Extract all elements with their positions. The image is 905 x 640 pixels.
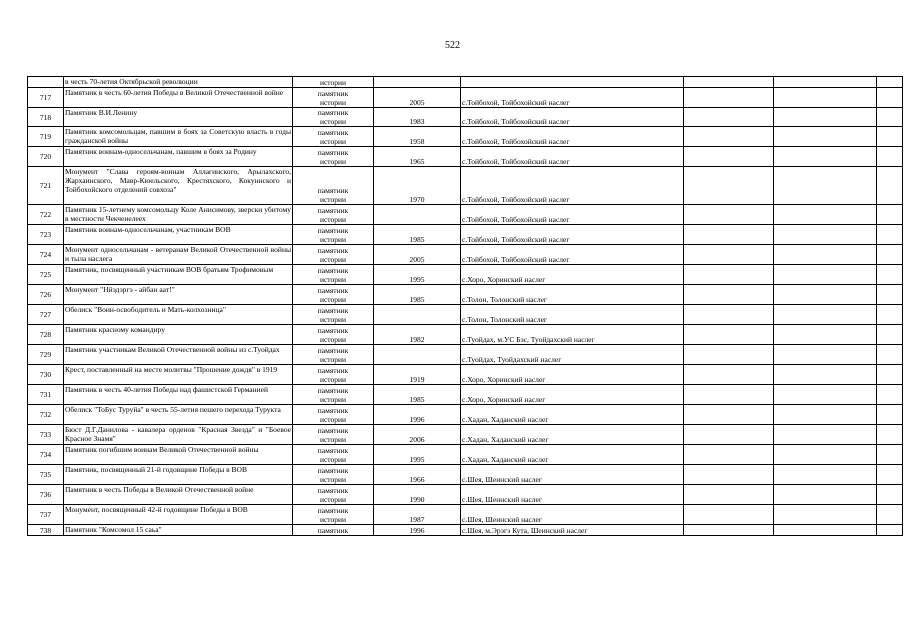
monument-type-line-1: памятник	[317, 406, 349, 415]
row-number: 738	[28, 525, 64, 536]
monument-type-line-1: памятник	[317, 366, 349, 375]
monument-type-line-1: памятник	[317, 426, 349, 435]
monument-type	[293, 465, 374, 485]
empty-cell	[774, 305, 877, 325]
empty-cell	[774, 108, 877, 127]
monument-location: с.Тойбохой, Тойбохойский наслег	[461, 147, 684, 167]
monument-type	[293, 445, 374, 465]
monument-type-line-1: памятник	[317, 306, 349, 315]
monument-location: с.Хадан, Хаданский наслег	[461, 445, 684, 465]
monument-type	[293, 265, 374, 285]
monument-name: Памятник "Комсомол 15 саьа"	[64, 525, 293, 536]
empty-cell	[774, 88, 877, 108]
monument-type-line-2: истории	[319, 255, 347, 264]
monument-type	[293, 167, 374, 205]
empty-cell	[774, 365, 877, 385]
monument-type	[293, 325, 374, 345]
monument-name: Памятник участникам Великой Отечественной войны из с.Туойдах	[64, 345, 293, 365]
empty-cell	[877, 285, 903, 305]
table-row	[28, 127, 903, 147]
empty-cell	[774, 385, 877, 405]
monument-type-line-2: истории	[319, 395, 347, 404]
table-row	[28, 445, 903, 465]
row-number: 734	[28, 445, 64, 465]
monument-type-line-1: памятник	[317, 266, 349, 275]
empty-cell	[877, 88, 903, 108]
monument-name: Памятник воинам-односельчанам, павшим в боях за Родину	[64, 147, 293, 167]
empty-cell	[774, 225, 877, 245]
empty-cell	[684, 127, 774, 147]
empty-cell	[684, 465, 774, 485]
monument-name: Памятник комсомольцам, павшим в боях за Советскую власть в годы гражданской войны	[65, 127, 291, 145]
monument-type-line-2: истории	[319, 275, 347, 284]
monument-location: с.Хоро, Хоринский наслег	[461, 265, 684, 285]
table-row	[28, 147, 903, 167]
monument-location: с.Шея, Шеинский наслег	[461, 485, 684, 505]
empty-cell	[684, 147, 774, 167]
monument-type	[293, 127, 374, 147]
monument-name: Памятник, посвященный участникам ВОВ братьям Трофимовым	[64, 265, 293, 285]
row-number: 730	[28, 365, 64, 385]
monument-name: Обелиск "ТоБус Туруйа" в честь 55-летия пешего перехода Турукта	[64, 405, 293, 425]
monument-location: с.Тойбохой, Тойбохойский наслег	[461, 88, 684, 108]
empty-cell	[774, 465, 877, 485]
monument-location: с.Хадан, Хаданский наслег	[461, 425, 684, 445]
monument-location: с.Шея, м.Эрэгэ Кута, Шеинский наслег	[461, 525, 684, 536]
empty-cell	[684, 385, 774, 405]
monument-year: 1985	[374, 285, 461, 305]
empty-cell	[684, 305, 774, 325]
monument-type	[293, 385, 374, 405]
empty-cell	[774, 525, 877, 536]
table-row	[28, 385, 903, 405]
monument-type-line-1: памятник	[317, 148, 349, 157]
empty-cell	[774, 77, 877, 88]
monument-type	[293, 147, 374, 167]
monument-year: 1919	[374, 365, 461, 385]
table-row	[28, 167, 903, 205]
row-number: 733	[28, 425, 64, 445]
monument-name: Монумент, посвященный 42-й годовщине Победы в ВОВ	[64, 505, 293, 525]
table-row	[28, 345, 903, 365]
monument-type-line-2: истории	[319, 475, 347, 484]
row-number: 729	[28, 345, 64, 365]
table-row	[28, 245, 903, 265]
monument-type-line-2: истории	[319, 415, 347, 424]
empty-cell	[684, 88, 774, 108]
empty-cell	[774, 345, 877, 365]
monument-type-line-2: истории	[319, 335, 347, 344]
monument-type-line-1: памятник	[317, 466, 349, 475]
table-row	[28, 205, 903, 225]
row-number: 728	[28, 325, 64, 345]
monument-name: Памятник 15-летнему комсомольцу Коле Анисимову, зверски убитому в местности Чекченелеех	[65, 205, 291, 223]
monument-type-line-2: истории	[319, 315, 347, 324]
monument-year: 1966	[374, 465, 461, 485]
empty-cell	[877, 108, 903, 127]
monument-type-line-1: памятник	[317, 346, 349, 355]
empty-cell	[684, 225, 774, 245]
empty-cell	[877, 305, 903, 325]
empty-cell	[877, 245, 903, 265]
monument-type-line-1: памятник	[317, 526, 349, 535]
monument-year	[374, 77, 461, 88]
table-row	[28, 305, 903, 325]
empty-cell	[684, 405, 774, 425]
monument-year	[374, 345, 461, 365]
monument-name: Обелиск "Воин-освободитель и Мать-колхозница"	[64, 305, 293, 325]
monument-type	[293, 405, 374, 425]
empty-cell	[684, 525, 774, 536]
empty-cell	[684, 505, 774, 525]
empty-cell	[877, 465, 903, 485]
monument-type-line-2: истории	[319, 515, 347, 524]
monument-type-line-1: памятник	[317, 446, 349, 455]
monument-type	[293, 365, 374, 385]
empty-cell	[684, 167, 774, 205]
monument-name: Бюст Д.Г.Данилова - кавалера орденов "Красная Звезда" и "Боевое Красное Знамя"	[65, 425, 291, 443]
monument-name: Крест, поставленный на месте молитвы "Прошение дождя" в 1919	[64, 365, 293, 385]
empty-cell	[877, 265, 903, 285]
monument-type-line-1: памятник	[317, 186, 349, 195]
row-number: 736	[28, 485, 64, 505]
monument-location: с.Тойбохой, Тойбохойский наслег	[461, 225, 684, 245]
empty-cell	[877, 147, 903, 167]
monument-type-line-2: истории	[319, 98, 347, 107]
monument-year: 1987	[374, 505, 461, 525]
monument-type-line-1: памятник	[317, 108, 349, 117]
row-number: 721	[28, 167, 64, 205]
table-row	[28, 505, 903, 525]
monument-location: с.Хадан, Хаданский наслег	[461, 405, 684, 425]
empty-cell	[684, 245, 774, 265]
empty-cell	[774, 505, 877, 525]
empty-cell	[877, 365, 903, 385]
monument-type-line-2: истории	[319, 195, 347, 204]
monument-type-line-1: памятник	[317, 128, 349, 137]
row-number: 724	[28, 245, 64, 265]
empty-cell	[877, 167, 903, 205]
monument-year: 2005	[374, 88, 461, 108]
monument-type	[293, 108, 374, 127]
monument-type	[293, 345, 374, 365]
monument-year: 1996	[374, 525, 461, 536]
monument-type-line-2: истории	[319, 495, 347, 504]
empty-cell	[877, 225, 903, 245]
monument-type-line-1: памятник	[317, 286, 349, 295]
empty-cell	[774, 445, 877, 465]
monument-year: 1985	[374, 225, 461, 245]
monument-name: Памятник красному командиру	[64, 325, 293, 345]
row-number: 735	[28, 465, 64, 485]
row-number: 719	[28, 127, 64, 147]
monument-location: с.Толон, Толонский наслег	[461, 305, 684, 325]
empty-cell	[877, 127, 903, 147]
monument-name: Памятник в честь 40-летия Победы над фашистской Германией	[64, 385, 293, 405]
empty-cell	[684, 445, 774, 465]
page-number: 522	[445, 40, 460, 51]
monument-type-line-1: памятник	[317, 246, 349, 255]
empty-cell	[774, 127, 877, 147]
monument-type-line-2: истории	[319, 137, 347, 146]
monument-type	[293, 88, 374, 108]
monument-type	[293, 505, 374, 525]
monument-year	[374, 205, 461, 225]
monument-name: Памятник В.И.Ленину	[64, 108, 293, 127]
monument-type-line-2: истории	[319, 235, 347, 244]
monument-type-line-1: памятник	[317, 506, 349, 515]
empty-cell	[877, 425, 903, 445]
empty-cell	[684, 77, 774, 88]
empty-cell	[684, 365, 774, 385]
table-row	[28, 485, 903, 505]
monument-type	[293, 425, 374, 445]
row-number: 726	[28, 285, 64, 305]
empty-cell	[877, 445, 903, 465]
empty-cell	[877, 505, 903, 525]
monument-type-line-1: памятник	[317, 486, 349, 495]
monument-type-line-2: истории	[319, 78, 347, 87]
table-row	[28, 265, 903, 285]
empty-cell	[774, 205, 877, 225]
empty-cell	[684, 325, 774, 345]
empty-cell	[684, 485, 774, 505]
monument-type	[293, 485, 374, 505]
monument-type	[293, 305, 374, 325]
monument-type	[293, 285, 374, 305]
monument-name: Монумент односельчанам - ветеранам Великой Отечественной войны и тыла наслега	[65, 245, 291, 263]
empty-cell	[774, 405, 877, 425]
empty-cell	[877, 345, 903, 365]
monument-type	[293, 525, 374, 536]
monument-year: 1982	[374, 325, 461, 345]
table-row	[28, 365, 903, 385]
monument-type-line-2: истории	[319, 375, 347, 384]
monument-name: Памятник в честь 60-летия Победы в Великой Отечественной войне	[64, 88, 293, 108]
monument-location: с.Туойдах, м.УС Бэс, Туойдахский наслег	[461, 325, 684, 345]
empty-cell	[774, 325, 877, 345]
monument-type-line-2: истории	[319, 215, 347, 224]
row-number: 725	[28, 265, 64, 285]
empty-cell	[877, 525, 903, 536]
monument-type-line-1: памятник	[317, 226, 349, 235]
row-number: 722	[28, 205, 64, 225]
monument-type	[293, 205, 374, 225]
row-number: 723	[28, 225, 64, 245]
monument-year: 2006	[374, 425, 461, 445]
empty-cell	[877, 485, 903, 505]
monument-year: 1995	[374, 265, 461, 285]
empty-cell	[774, 245, 877, 265]
empty-cell	[774, 285, 877, 305]
monument-type	[293, 77, 374, 88]
monument-name: Памятник в честь Победы в Великой Отечественной войне	[64, 485, 293, 505]
monument-location: с.Тойбохой, Тойбохойский наслег	[461, 245, 684, 265]
empty-cell	[877, 205, 903, 225]
monument-year: 1990	[374, 485, 461, 505]
monument-location: с.Тойбохой, Тойбохойский наслег	[461, 108, 684, 127]
monument-type-line-2: истории	[319, 455, 347, 464]
monuments-table-body	[28, 77, 903, 536]
monument-location: с.Тойбохой, Тойбохойский наслег	[461, 205, 684, 225]
empty-cell	[877, 325, 903, 345]
row-number: 717	[28, 88, 64, 108]
monument-type-line-2: истории	[319, 295, 347, 304]
monument-location: с.Хоро, Хоринский наслег	[461, 365, 684, 385]
empty-cell	[684, 425, 774, 445]
empty-cell	[774, 167, 877, 205]
row-number: 718	[28, 108, 64, 127]
monument-type-line-1: памятник	[317, 206, 349, 215]
monument-name: Монумент "Нйэдэргэ - айбан аат!"	[64, 285, 293, 305]
row-number: 732	[28, 405, 64, 425]
monument-name: Памятник воинам-односельчанам, участникам ВОВ	[64, 225, 293, 245]
monument-type-line-2: истории	[319, 117, 347, 126]
empty-cell	[684, 205, 774, 225]
empty-cell	[877, 405, 903, 425]
row-number	[28, 77, 64, 88]
monument-type-line-1: памятник	[317, 386, 349, 395]
empty-cell	[774, 425, 877, 445]
monument-type-line-2: истории	[319, 355, 347, 364]
row-number: 720	[28, 147, 64, 167]
empty-cell	[774, 485, 877, 505]
monument-year: 2005	[374, 245, 461, 265]
monument-location	[461, 77, 684, 88]
monument-type	[293, 225, 374, 245]
empty-cell	[774, 265, 877, 285]
monument-type-line-1: памятник	[317, 326, 349, 335]
empty-cell	[774, 147, 877, 167]
monument-year: 1965	[374, 147, 461, 167]
row-number: 737	[28, 505, 64, 525]
row-number: 727	[28, 305, 64, 325]
monument-year: 1983	[374, 108, 461, 127]
table-row	[28, 108, 903, 127]
table-row	[28, 325, 903, 345]
row-number: 731	[28, 385, 64, 405]
monument-type-line-2: истории	[319, 435, 347, 444]
table-row	[28, 88, 903, 108]
monument-location: с.Хоро, Хоринский наслег	[461, 385, 684, 405]
empty-cell	[684, 108, 774, 127]
monuments-table	[27, 76, 903, 536]
monument-name: Монумент "Слава героям-воинам Аллагинского, Арылахского, Жархаинского, Мавр-Кюельского, Крестяхского, Кокуннского и Тойбохойского отделений совхоза"	[64, 167, 293, 205]
monument-location: с.Туойдах, Туойдахский наслег	[461, 345, 684, 365]
monument-year: 1996	[374, 405, 461, 425]
table-row	[28, 405, 903, 425]
empty-cell	[877, 77, 903, 88]
table-row	[28, 225, 903, 245]
table-row	[28, 525, 903, 536]
monument-location: с.Толон, Толонский наслег	[461, 285, 684, 305]
monument-name: Памятник, посвященный 21-й годовщине Победы в ВОВ	[64, 465, 293, 485]
monument-location: с.Тойбохой, Тойбохойский наслег	[461, 127, 684, 147]
monument-name: Памятник погибшим воинам Великой Отечественной войны	[64, 445, 293, 465]
monument-type-line-2: истории	[319, 157, 347, 166]
monument-year: 1985	[374, 385, 461, 405]
table-row	[28, 77, 903, 88]
empty-cell	[684, 345, 774, 365]
monument-year: 1995	[374, 445, 461, 465]
table-row	[28, 425, 903, 445]
monument-name: в честь 70-летия Октябрьской революции	[64, 77, 293, 88]
monument-year: 1958	[374, 127, 461, 147]
monument-location: с.Шея, Шеинский наслег	[461, 505, 684, 525]
empty-cell	[877, 385, 903, 405]
monument-year: 1970	[374, 167, 461, 205]
monument-location: с.Шея, Шеинский наслег	[461, 465, 684, 485]
table-row	[28, 285, 903, 305]
monument-location: с.Тойбохой, Тойбохойский наслег	[461, 167, 684, 205]
empty-cell	[684, 265, 774, 285]
monument-year	[374, 305, 461, 325]
monument-type-line-1: памятник	[317, 89, 349, 98]
monument-type	[293, 245, 374, 265]
table-row	[28, 465, 903, 485]
empty-cell	[684, 285, 774, 305]
